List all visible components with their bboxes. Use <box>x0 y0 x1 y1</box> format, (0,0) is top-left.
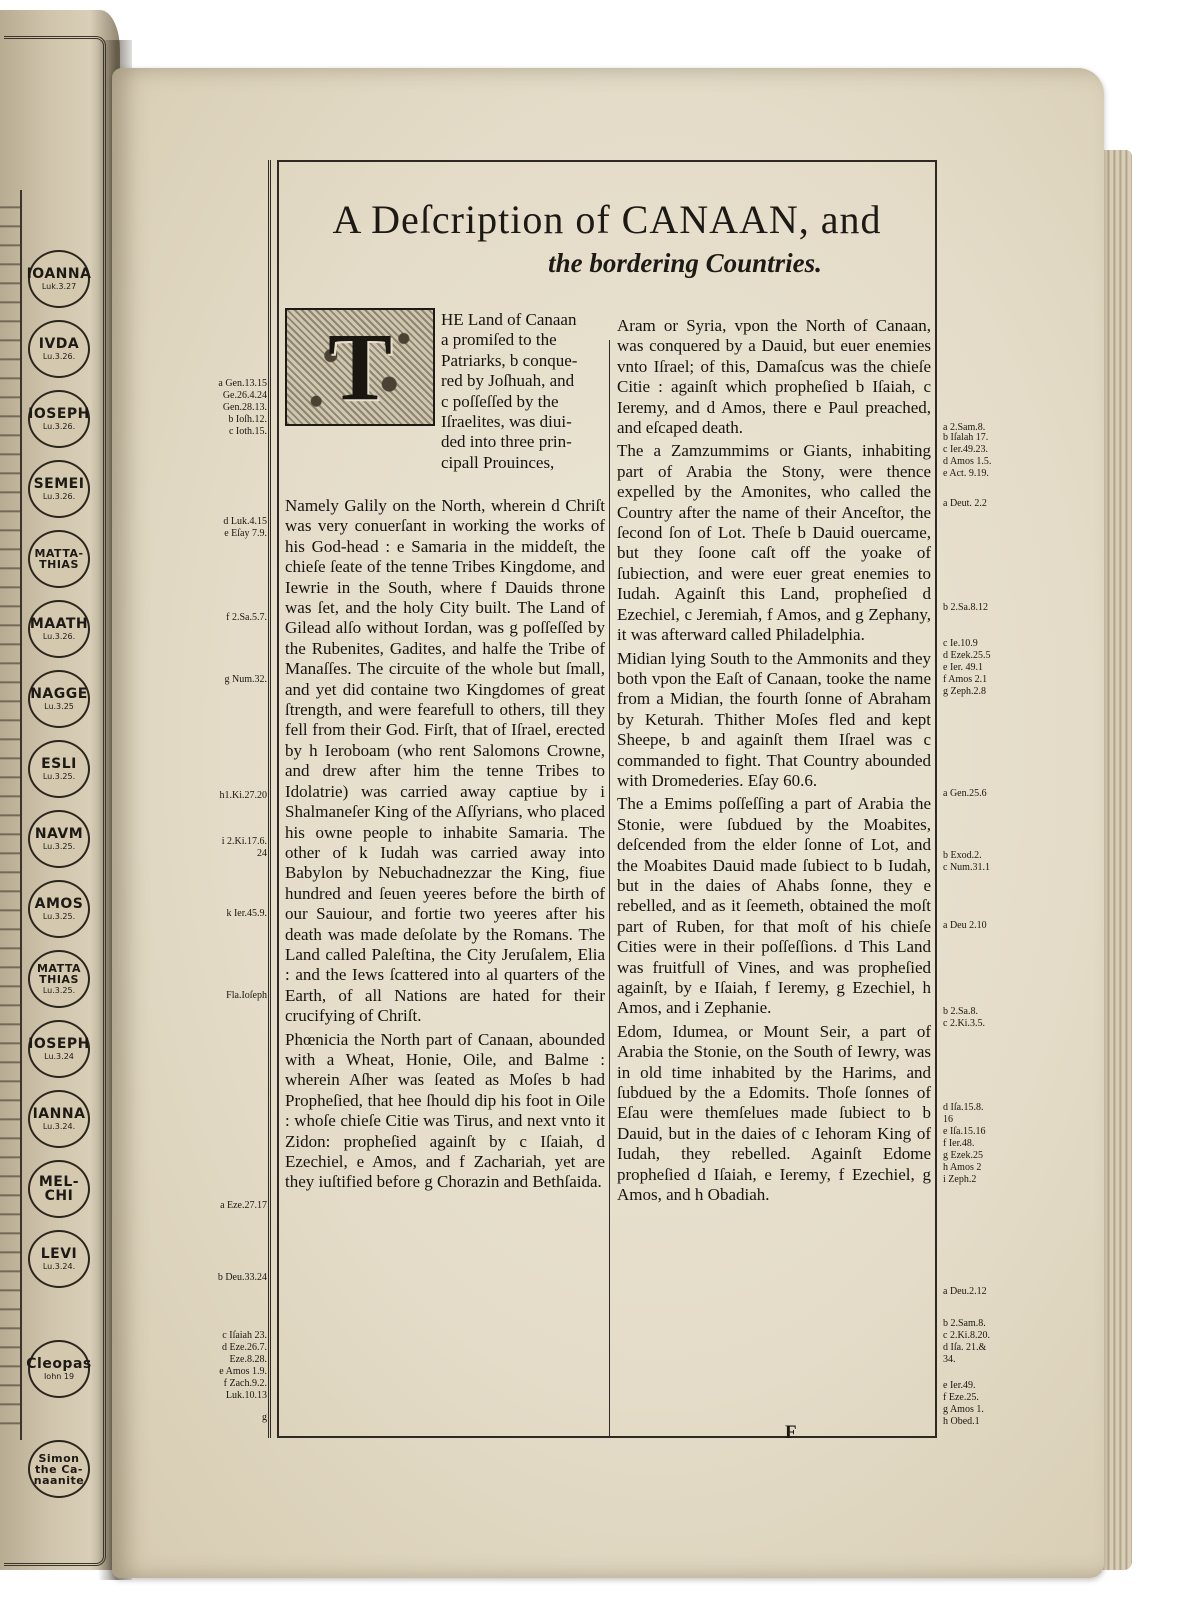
margin-note: Eze.8.28. <box>229 1354 267 1365</box>
genealogy-chain <box>0 190 22 1440</box>
medallion-reference: Lu.3.26. <box>42 422 76 431</box>
medallion-name: IANNA <box>32 1106 86 1122</box>
medallion-name: Cleopas <box>26 1356 92 1372</box>
column-1-text <box>285 496 605 1196</box>
margin-note: f Amos 2.1 <box>943 674 988 685</box>
margin-note: a Eze.27.17 <box>220 1200 267 1211</box>
margin-note: a 2.Sam.8. <box>943 422 986 433</box>
column-divider <box>609 340 610 1438</box>
margin-note: f Ier.48. <box>943 1138 975 1149</box>
margin-note: a Deu 2.10 <box>943 920 987 931</box>
genealogy-medallion <box>28 880 90 938</box>
genealogy-medallion <box>28 1090 90 1148</box>
margin-note: f Zach.9.2. <box>223 1378 267 1389</box>
text-line: Iſraelites, was diui- <box>441 412 572 432</box>
margin-note: c 2.Ki.8.20. <box>943 1330 990 1341</box>
margin-note: c Num.31.1 <box>943 862 990 873</box>
margin-note: g Amos 1. <box>943 1404 984 1415</box>
paragraph: Aram or Syria, vpon the North of Canaan, was conquered by a Dauid, but euer enemies vnto Iſrael; of this, Damaſcus was the chieſe Citie : againſt which propheſied b Iſaiah, c Ieremy, and d Amos, there e Paul preached, and eſcaped death. <box>617 316 931 438</box>
margin-note: a Gen.25.6 <box>943 788 987 799</box>
margin-note: h Obed.1 <box>943 1416 980 1427</box>
margin-note: b Iſalah 17. <box>943 432 989 443</box>
genealogy-medallion <box>28 670 90 728</box>
medallion-name: MAATH <box>29 616 89 632</box>
margin-note: i 2.Ki.17.6. <box>221 836 267 847</box>
medallion-name: Simon the Ca-naanite <box>33 1451 85 1487</box>
margin-note: g Num.32. <box>224 674 267 685</box>
column-1-opening <box>441 310 603 473</box>
medallion-name: MATTA-THIAS <box>34 547 84 571</box>
genealogy-medallion <box>28 1230 90 1288</box>
margin-note: Fla.Ioſeph <box>226 990 267 1001</box>
genealogy-medallion <box>28 1160 90 1218</box>
margin-note: b Ioſh.12. <box>228 414 267 425</box>
margin-note: d Iſa. 21.& <box>943 1342 987 1353</box>
margin-note: g Ezek.25 <box>943 1150 983 1161</box>
medallion-name: NAVM <box>34 826 84 842</box>
margin-note: a Gen.13.15 <box>218 378 267 389</box>
text-line: red by Joſhuah, and <box>441 371 575 391</box>
paragraph: The a Zamzummims or Giants, inhabiting part of Arabia the Stony, were thence expelled by the Amonites, who called the Country after the name of their Anceſtor, the ſecond ſon of Lot. Theſe b Dauid ouercame, but they ſoone caſt off the yoake of ſubiection, and were euer great enemies to Iudah. Againſt this Land, propheſied d Ezechiel, c Jeremiah, f Amos, and g Zephany, it was afterward called Philadelphia. <box>617 441 931 645</box>
margin-note: c Ier.49.23. <box>943 444 988 455</box>
margin-note: Ge.26.4.24 <box>222 390 267 401</box>
margin-note: d Ezek.25.5 <box>943 650 991 661</box>
genealogy-medallion <box>28 950 90 1008</box>
medallion-reference: Lu.3.26. <box>42 352 76 361</box>
medallion-reference: Lu.3.26. <box>42 632 76 641</box>
medallion-reference: Luk.3.27 <box>41 282 77 291</box>
text-line: HE Land of Canaan <box>441 310 577 329</box>
medallion-reference: Lu.3.25. <box>42 842 76 851</box>
margin-note: d Luk.4.15 <box>223 516 267 527</box>
margin-note: f 2.Sa.5.7. <box>226 612 267 623</box>
medallion-reference: Lu.3.24 <box>44 1052 74 1061</box>
margin-note: i Zeph.2 <box>943 1174 977 1185</box>
margin-note: 16 <box>943 1114 953 1125</box>
genealogy-medallion <box>28 530 90 588</box>
medallion-reference: Lu.3.25. <box>42 986 76 995</box>
margin-note: d Eze.26.7. <box>222 1342 267 1353</box>
margin-note: b Exod.2. <box>943 850 982 861</box>
medallion-name: NAGGE <box>30 686 88 702</box>
medallion-name: MATTA THIAS <box>36 962 82 986</box>
medallion-name: LEVI <box>40 1246 78 1262</box>
text-line: cipall Prouinces, <box>441 452 555 472</box>
genealogy-medallion <box>28 460 90 518</box>
medallion-reference: Lu.3.25. <box>42 772 76 781</box>
paragraph: Edom, Idumea, or Mount Seir, a part of Arabia the Stonie, on the South of Iewry, was in old time inhabited by the Harims, and ſubdued by the a Edomits. Thoſe ſonnes of Eſau were themſelues made ſubiect to b Dauid, but in the daies of c Iehoram King of Iudah, they rebelled. Againſt Edome propheſied d Iſaiah, e Ieremy, f Ezechiel, g Amos, and h Obadiah. <box>617 1021 931 1205</box>
genealogy-medallion <box>28 320 90 378</box>
paragraph: Namely Galily on the North, wherein d Chriſt was very conuerſant in working the works of his God-head : e Samaria in the middeſt, the chieſe ſeate of the tenne Tribes Kingdome, and Iewrie in the South, where f Dauids throne was ſet, and the holy City built. The Land of Gilead alſo without Iordan, was g poſſeſſed by the Rubenites, Gadites, and halfe the Tribe of Manaſſes. The circuite of the whole but ſmall, and yet did containe two Kingdomes of great ſtrength, and were fearefull to others, till they fell from their God. Firſt, that of Iſrael, erected by h Ieroboam (who rent Salomons Crowne, and drew after him the tenne Tribes to Idolatrie) was carried away captiue by i Shalmaneſer King of the Aſſyrians, who placed his owne people to inhabite Samaria. The other of k Iudah was carried away into Babylon by Nebuchadnezzar the King, fiue hundred and ſeuen yeeres before the birth of our Sauiour, and fortie two yeeres after his death was made deſolate by the Romans. The Land called Paleſtina, the City Jeruſalem, Elia : and the Iews ſcattered into al quarters of the Earth, of all Nations are hated for their crucifying of Chriſt. <box>285 496 605 1026</box>
medallion-reference: Iohn 19 <box>43 1372 75 1381</box>
margin-note: 34. <box>943 1354 956 1365</box>
margin-note: b 2.Sam.8. <box>943 1318 986 1329</box>
margin-note: b Deu.33.24 <box>217 1272 267 1283</box>
medallion-name: SEMEI <box>33 476 85 492</box>
page-title: A Deſcription of CANAAN, and <box>332 197 882 242</box>
medallion-reference: Lu.3.25. <box>42 912 76 921</box>
margin-note: e Ier.49. <box>943 1380 976 1391</box>
medallion-name: IOSEPH <box>28 1036 90 1052</box>
paragraph: Midian lying South to the Ammonits and they both vpon the Eaſt of Canaan, tooke the name from a Midian, the fourth ſonne of Abraham by Keturah. Thither Moſes fled and kept Sheepe, b and againſt them Iſrael was c commanded to fight. That Country abounded with Dromederies. Eſay 60.6. <box>617 648 931 790</box>
paragraph: The a Emims poſſeſſing a part of Arabia the Stonie, were ſubdued by the Moabites, deſcended from the elder ſonne of Lot, and the Moabites Dauid made ſubiect to b Iudah, but in the daies of Ahabs ſonne, they e rebelled, and as it ſeemeth, obtained the moſt part of Ruben, for that moſt of his chieſe Cities were in their poſſeſſions. d This Land was fruitfull of Vines, and was propheſied againſt, by e Iſaiah, f Ieremy, g Ezechiel, h Amos, and i Zephanie. <box>617 794 931 1018</box>
margin-note: e Amos 1.9. <box>219 1366 267 1377</box>
paragraph: Phœnicia the North part of Canaan, abounded with a Wheat, Honie, Oile, and Balme : wherein Aſher was ſeated as Moſes b had Propheſied, that hee ſhould dip his foot in Oile : whoſe chieſe Citie was Tirus, and next vnto it Zidon: propheſied againſt by c Iſaiah, d Ezechiel, e Amos, and f Zachariah, yet are they iuſtified before g Chorazin and Bethſaida. <box>285 1029 605 1192</box>
genealogy-medallion <box>28 390 90 448</box>
medallion-name: AMOS <box>34 896 84 912</box>
genealogy-medallion <box>28 1440 90 1498</box>
printed-text-block <box>185 160 992 1443</box>
margin-note: e Act. 9.19. <box>943 468 989 479</box>
medallion-name: IVDA <box>38 336 80 352</box>
genealogy-medallion <box>28 1340 90 1398</box>
page-subtitle: the bordering Countries. <box>548 248 822 278</box>
decorated-initial <box>285 308 435 426</box>
margin-note: a Deu.2.12 <box>943 1286 987 1297</box>
margin-note: a Deut. 2.2 <box>943 498 987 509</box>
margin-note: Luk.10.13 <box>225 1390 267 1401</box>
signature-mark: F <box>785 1422 797 1443</box>
medallion-name: MEL-CHI <box>38 1174 80 1204</box>
margin-note: c 2.Ki.3.5. <box>943 1018 985 1029</box>
margin-note: b 2.Sa.8.12 <box>943 602 988 613</box>
text-line: ded into three prin- <box>441 432 572 452</box>
text-line: a promiſed to the <box>441 330 557 350</box>
margin-note: g <box>262 1412 267 1423</box>
genealogy-medallion <box>28 600 90 658</box>
margin-note: f Eze.25. <box>943 1392 979 1403</box>
medallion-reference: Lu.3.24. <box>42 1262 76 1271</box>
margin-note: d Amos 1.5. <box>943 456 992 467</box>
text-line: c poſſeſſed by the <box>441 391 559 411</box>
margin-note: e Eſay 7.9. <box>224 528 267 539</box>
margin-note: g Zeph.2.8 <box>943 686 987 697</box>
margin-note: e Iſa.15.16 <box>943 1126 986 1137</box>
margin-note: c Iſaiah 23. <box>222 1330 267 1341</box>
margin-note: h Amos 2 <box>943 1162 982 1173</box>
medallion-reference: Lu.3.26. <box>42 492 76 501</box>
left-margin-rule <box>268 160 271 1438</box>
genealogy-medallion <box>28 810 90 868</box>
medallion-name: IOANNA <box>26 266 92 282</box>
margin-note: Gen.28.13. <box>222 402 267 413</box>
medallion-reference: Lu.3.24. <box>42 1122 76 1131</box>
margin-note: c Ie.10.9 <box>943 638 978 649</box>
margin-note: 24 <box>257 848 267 859</box>
initial-letter: T <box>327 313 393 420</box>
margin-note: k Ier.45.9. <box>226 908 267 919</box>
margin-note: e Ier. 49.1 <box>943 662 983 673</box>
medallion-name: ESLI <box>41 756 77 772</box>
margin-note: c Ioth.15. <box>228 426 267 437</box>
medallion-name: IOSEPH <box>28 406 90 422</box>
margin-note: b 2.Sa.8. <box>943 1006 978 1017</box>
genealogy-medallion <box>28 250 90 308</box>
genealogy-medallion <box>28 1020 90 1078</box>
genealogy-medallion <box>28 740 90 798</box>
margin-note: h1.Ki.27.20 <box>219 790 267 801</box>
medallion-reference: Lu.3.25 <box>44 702 74 711</box>
margin-note: d Iſa.15.8. <box>943 1102 984 1113</box>
text-line: Patriarks, b conque- <box>441 350 578 370</box>
column-2-text <box>617 316 931 1208</box>
